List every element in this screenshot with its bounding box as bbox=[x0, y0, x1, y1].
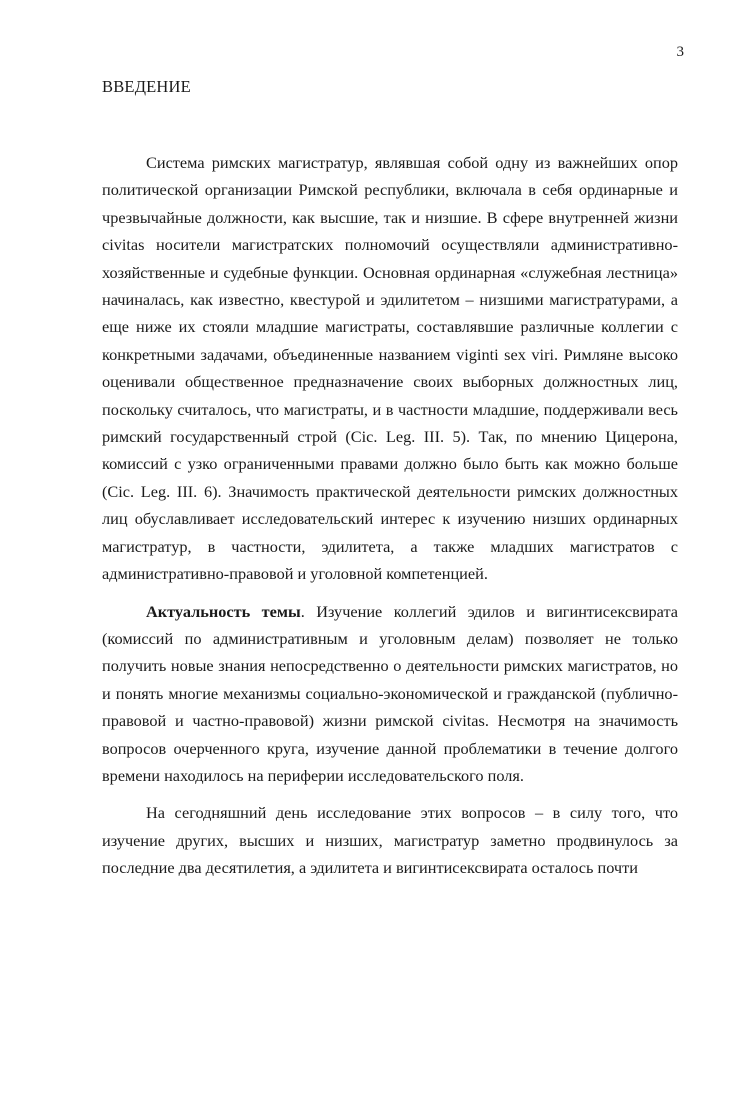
paragraph-intro bbox=[102, 149, 678, 588]
paragraph-relevance-text: . Изучение коллегий эдилов и вигинтисексвирата (комиссий по административным и уголовным делам) позволяет не только получить новые знания непосредственно о деятельности римских магистратов, но и понять многие механизмы социально-экономической и гражданской (публично-правовой и частно-правовой) жизни римской civitas. Несмотря на значимость вопросов очерченного круга, изучение данной проблематики в течение долгого времени находилось на периферии исследовательского поля. bbox=[102, 601, 678, 785]
paragraph-relevance bbox=[102, 598, 678, 790]
paragraph-current-state-text: На сегодняшний день исследование этих вопросов – в силу того, что изучение других, высших и низших, магистратур заметно продвинулось за последние два десятилетия, а эдилитета и вигинтисексвирата осталось почти bbox=[102, 803, 678, 878]
page-number: 3 bbox=[676, 44, 684, 60]
section-heading: ВВЕДЕНИЕ bbox=[102, 77, 191, 96]
paragraph-current-state bbox=[102, 799, 678, 881]
paragraph-relevance-lead: Актуальность темы bbox=[146, 601, 301, 621]
body-text bbox=[102, 149, 678, 892]
paragraph-intro-text: Система римских магистратур, являвшая собой одну из важнейших опор политической организации Римской республики, включала в себя ординарные и чрезвычайные должности, как высшие, так и низшие. В сфере внутренней жизни civitas носители магистратских полномочий осуществляли административно-хозяйственные и судебные функции. Основная ординарная «служебная лестница» начиналась, как известно, квестурой и эдилитетом – низшими магистратурами, а еще ниже их стояли младшие магистраты, составлявшие различные коллегии с конкретными задачами, объединенные названием viginti sex viri. Римляне высоко оценивали общественное предназначение своих выборных должностных лиц, поскольку считалось, что магистраты, и в частности младшие, поддерживали весь римский государственный строй (Cic. Leg. III. 5). Так, по мнению Цицерона, комиссий с узко ограниченными правами должно было быть как можно больше (Cic. Leg. III. 6). Значимость практической деятельности римских должностных лиц обуславливает исследовательский интерес к изучению низших ординарных магистратур, в частности, эдилитета, а также младших магистратов с административно-правовой и уголовной компетенцией. bbox=[102, 153, 678, 584]
